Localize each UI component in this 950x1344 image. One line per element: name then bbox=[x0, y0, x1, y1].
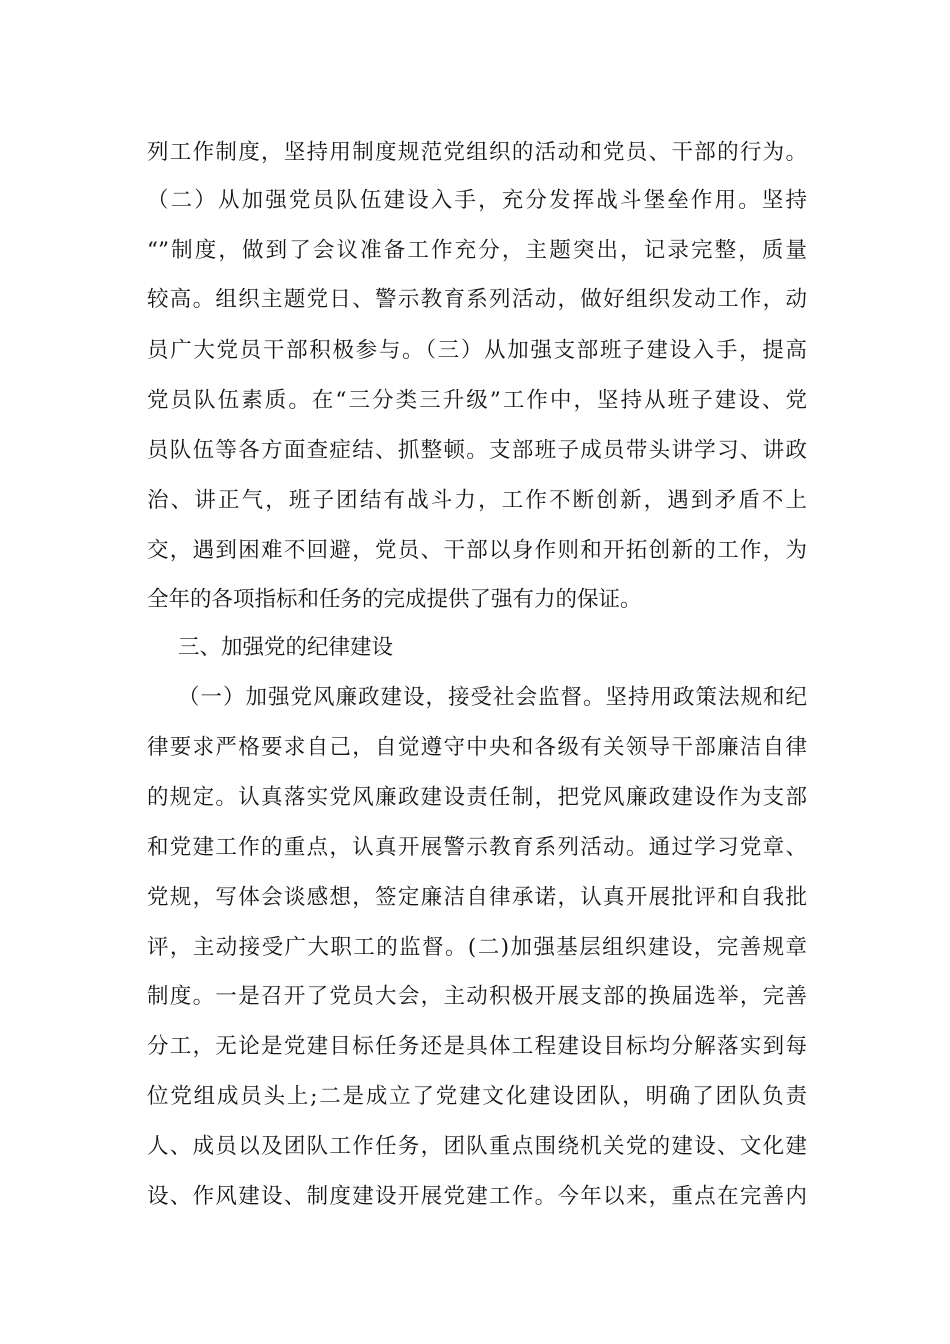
text-line-18: 制度。一是召开了党员大会，主动积极开展支部的换届选举，完善 bbox=[147, 984, 807, 1009]
text-line-9: 交，遇到困难不回避，党员、干部以身作则和开拓创新的工作，为 bbox=[147, 538, 807, 563]
text-line-3: “”制度，做到了会议准备工作充分，主题突出，记录完整，质量 bbox=[147, 238, 807, 263]
text-line-14: 的规定。认真落实党风廉政建设责任制，把党风廉政建设作为支部 bbox=[147, 785, 807, 810]
text-line-22: 设、作风建设、制度建设开展党建工作。今年以来，重点在完善内 bbox=[147, 1184, 807, 1209]
section-heading: 三、加强党的纪律建设 bbox=[178, 635, 394, 660]
text-line-5: 员广大党员干部积极参与。（三）从加强支部班子建设入手，提高 bbox=[147, 338, 807, 363]
text-line-10: 全年的各项指标和任务的完成提供了强有力的保证。 bbox=[147, 587, 642, 612]
text-line-17: 评，主动接受广大职工的监督。(二)加强基层组织建设，完善规章 bbox=[147, 935, 807, 960]
text-line-7: 员队伍等各方面查症结、抓整顿。支部班子成员带头讲学习、讲政 bbox=[147, 438, 807, 463]
text-line-2: （二）从加强党员队伍建设入手，充分发挥战斗堡垒作用。坚持 bbox=[147, 188, 807, 213]
text-line-8: 治、讲正气，班子团结有战斗力，工作不断创新，遇到矛盾不上 bbox=[147, 488, 807, 513]
text-line-19: 分工，无论是党建目标任务还是具体工程建设目标均分解落实到每 bbox=[147, 1034, 807, 1059]
text-line-15: 和党建工作的重点，认真开展警示教育系列活动。通过学习党章、 bbox=[147, 835, 807, 860]
text-line-4: 较高。组织主题党日、警示教育系列活动，做好组织发动工作，动 bbox=[147, 287, 807, 312]
text-line-6: 党员队伍素质。在“三分类三升级”工作中，坚持从班子建设、党 bbox=[147, 388, 807, 413]
text-line-1: 列工作制度，坚持用制度规范党组织的活动和党员、干部的行为。 bbox=[147, 140, 807, 165]
text-line-16: 党规，写体会谈感想，签定廉洁自律承诺，认真开展批评和自我批 bbox=[147, 885, 807, 910]
text-line-20: 位党组成员头上;二是成立了党建文化建设团队，明确了团队负责 bbox=[147, 1084, 807, 1109]
text-line-13: 律要求严格要求自己，自觉遵守中央和各级有关领导干部廉洁自律 bbox=[147, 735, 807, 760]
text-line-12: （一）加强党风廉政建设，接受社会监督。坚持用政策法规和纪 bbox=[178, 685, 807, 710]
text-line-21: 人、成员以及团队工作任务，团队重点围绕机关党的建设、文化建 bbox=[147, 1134, 807, 1159]
